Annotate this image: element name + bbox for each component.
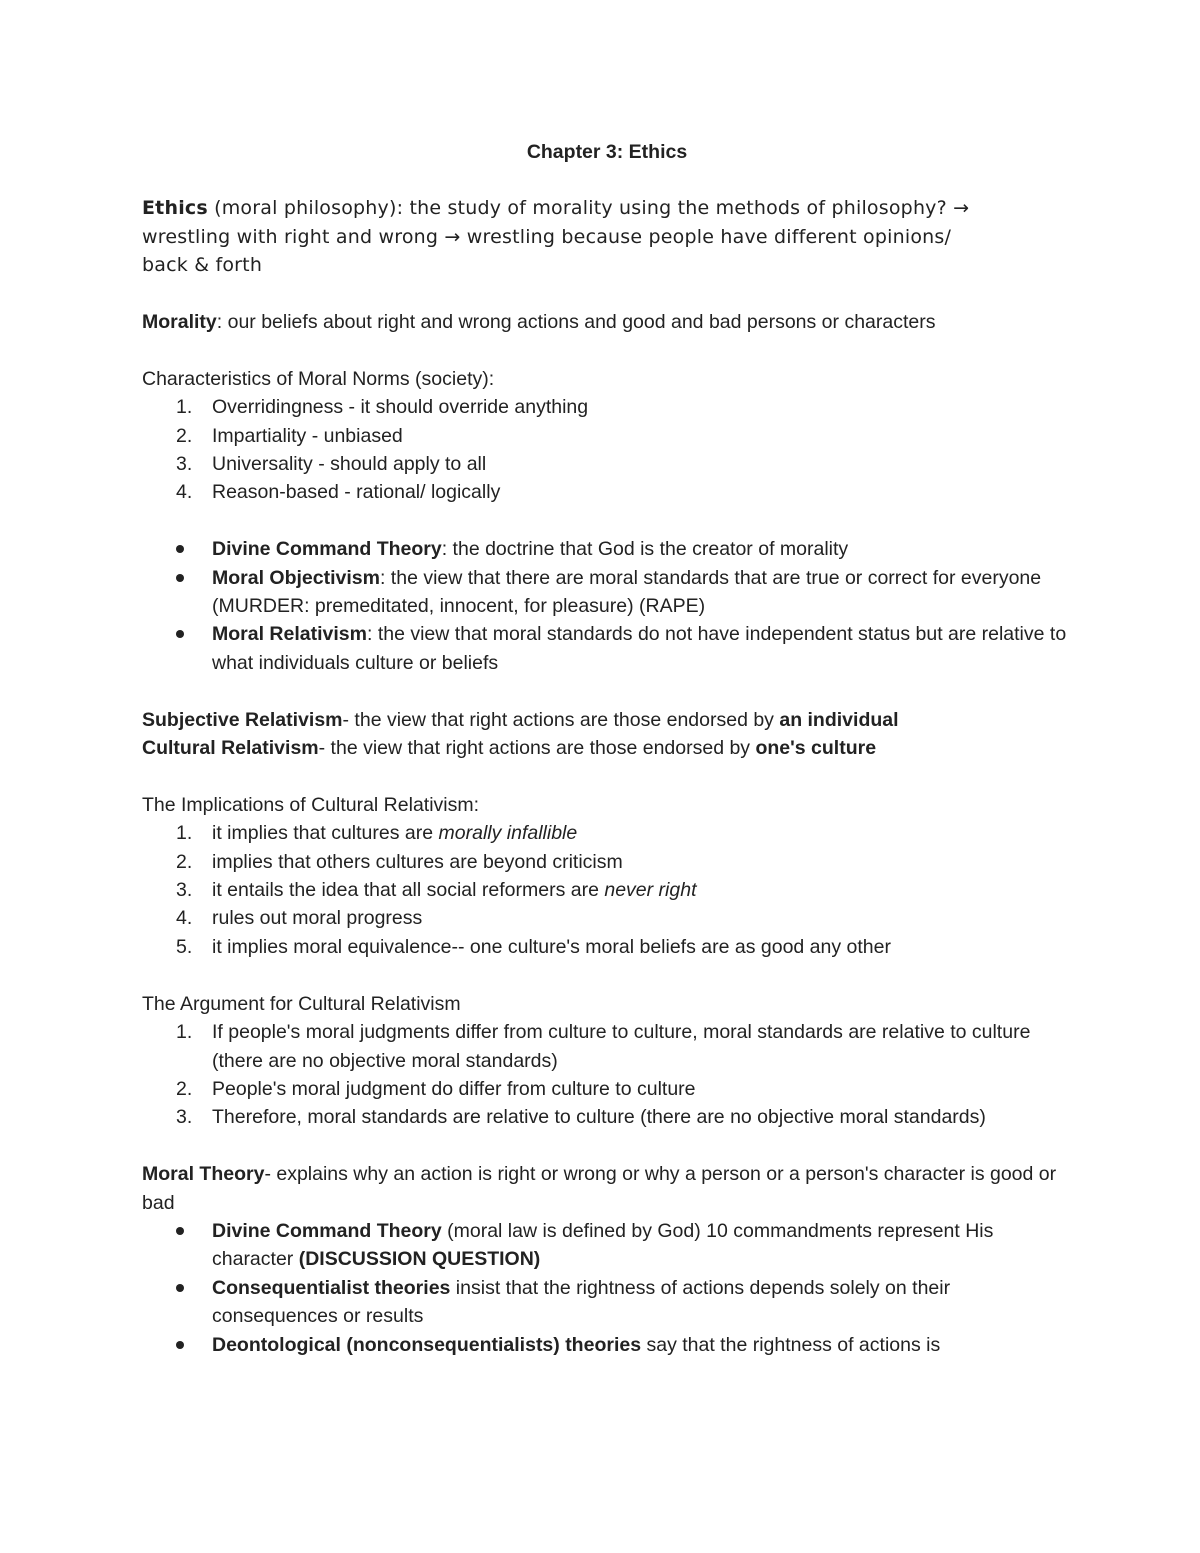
theory-term: Divine Command Theory — [212, 1219, 442, 1242]
moral-theory-list — [142, 1217, 1072, 1359]
page-title: Chapter 3: Ethics — [526, 141, 688, 163]
list-item: Universality - should apply to all — [212, 453, 487, 476]
theory-term: Moral Relativism — [212, 623, 367, 646]
list-item: it implies moral equivalence-- one culture's moral beliefs are as good any other — [212, 935, 891, 958]
list-item — [212, 620, 1072, 677]
item-emphasis: never right — [604, 879, 697, 902]
list-item — [212, 535, 1072, 563]
list-item: People's moral judgment do differ from culture to culture — [212, 1077, 696, 1100]
theory-term: Divine Command Theory — [212, 538, 442, 561]
theory-def: : the doctrine that God is the creator of morality — [441, 538, 849, 561]
theory-def: insist that the rightness of actions depends solely on their consequences or results — [212, 1276, 951, 1328]
subjective-def: - the view that right actions are those endorsed by — [342, 708, 780, 731]
item-text: it entails the idea that all social reformers are — [212, 879, 605, 902]
list-item — [212, 1217, 1072, 1274]
list-item: Overridingness - it should override anything — [212, 396, 589, 419]
cultural-def: - the view that right actions are those endorsed by — [318, 737, 756, 760]
list-item — [212, 819, 1072, 847]
subjective-emph: an individual — [779, 708, 899, 731]
ethics-def-line1: (moral philosophy): the study of morality using the methods of philosophy? → — [207, 197, 970, 220]
implications-heading: The Implications of Cultural Relativism: — [142, 793, 480, 816]
document-page — [142, 138, 1072, 1359]
subjective-relativism — [142, 706, 1072, 734]
cultural-relativism — [142, 734, 1072, 762]
ethics-def-line2: wrestling with right and wrong → wrestling because people have different opinions/ — [142, 225, 952, 248]
list-item: If people's moral judgments differ from culture to culture, moral standards are relative to culture (there are no objective moral standards) — [212, 1021, 1031, 1072]
ethics-definition — [142, 194, 1072, 279]
discussion-question-label: (DISCUSSION QUESTION) — [298, 1248, 541, 1271]
list-item: rules out moral progress — [212, 907, 423, 930]
characteristics-heading: Characteristics of Moral Norms (society): — [142, 367, 495, 390]
theories-list — [142, 535, 1072, 677]
theory-term: Deontological (nonconsequentialists) theories — [212, 1333, 642, 1356]
item-emphasis: morally infallible — [438, 822, 578, 845]
theory-def: say that the rightness of actions is — [641, 1333, 941, 1356]
characteristics-list — [142, 393, 1072, 507]
argument-heading: The Argument for Cultural Relativism — [142, 992, 461, 1015]
list-item — [212, 564, 1072, 621]
ethics-def-line3: back & forth — [142, 254, 263, 277]
morality-definition — [142, 308, 1072, 336]
morality-def: : our beliefs about right and wrong actions and good and bad persons or characters — [216, 311, 936, 334]
ethics-term: Ethics — [142, 197, 208, 220]
implications-list — [142, 819, 1072, 961]
list-item — [212, 1274, 1072, 1331]
theory-def: : the view that moral standards do not have independent status but are relative to what individuals culture or beliefs — [212, 623, 1067, 674]
list-item: implies that others cultures are beyond criticism — [212, 850, 623, 873]
theory-term: Consequentialist theories — [212, 1276, 451, 1299]
item-text: it implies that cultures are — [212, 822, 439, 845]
list-item — [212, 1331, 1072, 1359]
moral-theory-def: - explains why an action is right or wrong or why a person or a person's character is good or bad — [142, 1163, 1057, 1214]
cultural-term: Cultural Relativism — [142, 737, 319, 760]
list-item: Therefore, moral standards are relative to culture (there are no objective moral standards) — [212, 1106, 986, 1129]
moral-theory-term: Moral Theory — [142, 1163, 265, 1186]
morality-term: Morality — [142, 311, 217, 334]
list-item: Reason-based - rational/ logically — [212, 481, 501, 504]
theory-def: : the view that there are moral standards that are true or correct for everyone (MURDER: premeditated, innocent, for pleasure) (RAPE) — [212, 566, 1042, 618]
list-item — [212, 876, 1072, 904]
theory-term: Moral Objectivism — [212, 566, 380, 589]
subjective-term: Subjective Relativism — [142, 708, 343, 731]
moral-theory-definition — [142, 1160, 1072, 1217]
cultural-emph: one's culture — [755, 737, 877, 760]
argument-list — [142, 1018, 1072, 1132]
list-item: Impartiality - unbiased — [212, 424, 403, 447]
theory-def: (moral law is defined by God) 10 commandments represent His character — [212, 1219, 994, 1271]
